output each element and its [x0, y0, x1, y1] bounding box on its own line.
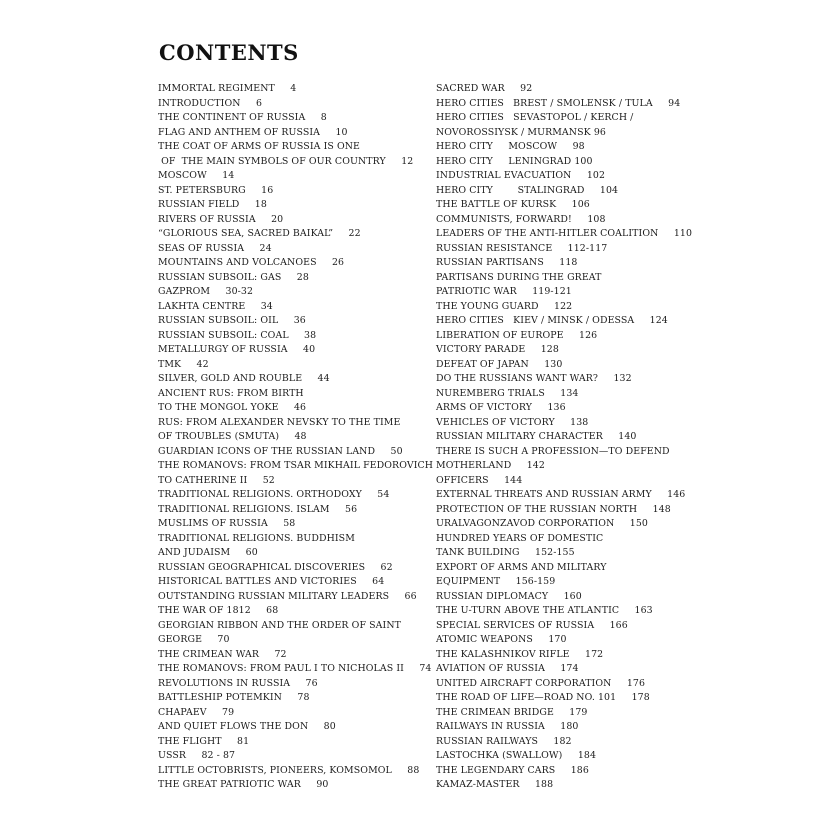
toc-entry: LEADERS OF THE ANTI-HITLER COALITION 110 — [436, 228, 693, 239]
toc-entry: GEORGIAN RIBBON AND THE ORDER OF SAINT — [158, 619, 401, 631]
toc-entry: RUSSIAN DIPLOMACY 160 — [436, 590, 582, 602]
toc-entry: UNITED AIRCRAFT CORPORATION 176 — [436, 677, 646, 689]
toc-entry: PATRIOTIC WAR 119-121 — [436, 286, 572, 297]
toc-entry: GAZPROM 30-32 — [158, 286, 254, 297]
toc-entry: THERE IS SUCH A PROFESSION—TO DEFEND — [436, 445, 670, 457]
toc-entry: HERO CITY STALINGRAD 104 — [436, 184, 619, 196]
toc-entry: GEORGE 70 — [158, 634, 230, 645]
toc-entry: COMMUNISTS, FORWARD! 108 — [436, 213, 606, 225]
toc-entry: MOTHERLAND 142 — [436, 460, 545, 471]
toc-entry: IMMORTAL REGIMENT 4 — [158, 83, 297, 94]
toc-entry: AND JUDAISM 60 — [158, 547, 258, 558]
toc-entry: RUSSIAN MILITARY CHARACTER 140 — [436, 431, 637, 442]
toc-entry: TO CATHERINE II 52 — [158, 474, 275, 486]
toc-entry: RUSSIAN FIELD 18 — [158, 199, 267, 210]
toc-entry: BATTLESHIP POTEMKIN 78 — [158, 692, 310, 703]
toc-entry: THE CRIMEAN BRIDGE 179 — [436, 706, 588, 718]
toc-entry: AVIATION OF RUSSIA 174 — [436, 663, 579, 674]
toc-entry: THE GREAT PATRIOTIC WAR 90 — [158, 779, 329, 790]
toc-entry: “GLORIOUS SEA, SACRED BAIKAL” 22 — [158, 228, 361, 239]
toc-entry: HERO CITIES KIEV / MINSK / ODESSA 124 — [436, 315, 668, 326]
toc-entry: VEHICLES OF VICTORY 138 — [436, 416, 589, 428]
toc-entry: RUSSIAN SUBSOIL: OIL 36 — [158, 315, 306, 326]
toc-entry: TRADITIONAL RELIGIONS. ISLAM 56 — [158, 503, 358, 515]
toc-entry: HISTORICAL BATTLES AND VICTORIES 64 — [158, 576, 385, 587]
page-title: CONTENTS — [159, 40, 299, 65]
toc-entry: URALVAGONZAVOD CORPORATION 150 — [436, 518, 648, 529]
toc-entry: METALLURGY OF RUSSIA 40 — [158, 344, 316, 355]
toc-entry: RAILWAYS IN RUSSIA 180 — [436, 721, 579, 732]
toc-entry: THE CONTINENT OF RUSSIA 8 — [158, 112, 327, 123]
toc-entry: NUREMBERG TRIALS 134 — [436, 387, 579, 399]
toc-entry: TRADITIONAL RELIGIONS. BUDDHISM — [158, 532, 355, 544]
toc-entry: OF THE MAIN SYMBOLS OF OUR COUNTRY 12 — [158, 155, 414, 167]
toc-entry: THE YOUNG GUARD 122 — [436, 300, 573, 312]
toc-entry: ATOMIC WEAPONS 170 — [436, 634, 567, 645]
toc-entry: THE COAT OF ARMS OF RUSSIA IS ONE — [158, 141, 361, 152]
toc-entry: TANK BUILDING 152-155 — [436, 547, 575, 558]
toc-entry: TRADITIONAL RELIGIONS. ORTHODOXY 54 — [158, 489, 390, 500]
toc-entry: MOSCOW 14 — [158, 170, 235, 181]
toc-entry: RUS: FROM ALEXANDER NEVSKY TO THE TIME — [158, 416, 401, 428]
toc-entry: OUTSTANDING RUSSIAN MILITARY LEADERS 66 — [158, 590, 417, 602]
toc-entry: THE BATTLE OF KURSK 106 — [436, 199, 590, 210]
toc-entry: RUSSIAN RESISTANCE 112-117 — [436, 242, 608, 254]
toc-entry: EXPORT OF ARMS AND MILITARY — [436, 561, 607, 573]
toc-entry: THE ROMANOVS: FROM PAUL I TO NICHOLAS II 74 — [158, 663, 432, 674]
toc-entry: THE FLIGHT 81 — [158, 735, 250, 747]
toc-entry: PARTISANS DURING THE GREAT — [436, 271, 602, 283]
toc-entry: THE U-TURN ABOVE THE ATLANTIC 163 — [436, 605, 653, 616]
toc-entry: PROTECTION OF THE RUSSIAN NORTH 148 — [436, 503, 671, 515]
toc-entry: LITTLE OCTOBRISTS, PIONEERS, KOMSOMOL 88 — [158, 764, 420, 776]
toc-entry: INDUSTRIAL EVACUATION 102 — [436, 170, 606, 181]
toc-entry: VICTORY PARADE 128 — [436, 344, 559, 355]
toc-entry: MOUNTAINS AND VOLCANOES 26 — [158, 257, 345, 268]
toc-entry: TO THE MONGOL YOKE 46 — [158, 402, 307, 413]
toc-entry: GUARDIAN ICONS OF THE RUSSIAN LAND 50 — [158, 445, 403, 457]
toc-entry: THE CRIMEAN WAR 72 — [158, 648, 287, 660]
toc-entry: DEFEAT OF JAPAN 130 — [436, 358, 563, 370]
toc-entry: OF TROUBLES (SMUTA) 48 — [158, 431, 307, 442]
toc-entry: MUSLIMS OF RUSSIA 58 — [158, 518, 296, 529]
toc-entry: DO THE RUSSIANS WANT WAR? 132 — [436, 373, 632, 384]
toc-entry: THE ROAD OF LIFE—ROAD NO. 101 178 — [436, 692, 650, 703]
toc-entry: EXTERNAL THREATS AND RUSSIAN ARMY 146 — [436, 489, 686, 500]
toc-entry: REVOLUTIONS IN RUSSIA 76 — [158, 677, 318, 689]
toc-entry: RUSSIAN SUBSOIL: GAS 28 — [158, 271, 309, 283]
toc-entry: HUNDRED YEARS OF DOMESTIC — [436, 532, 604, 544]
toc-entry: USSR 82 - 87 — [158, 750, 236, 761]
toc-entry: ARMS OF VICTORY 136 — [436, 402, 566, 413]
toc-entry: THE LEGENDARY CARS 186 — [436, 764, 589, 776]
toc-entry: OFFICERS 144 — [436, 474, 523, 486]
toc-entry: LASTOCHKA (SWALLOW) 184 — [436, 750, 597, 761]
toc-entry: ANCIENT RUS: FROM BIRTH — [158, 387, 304, 399]
toc-entry: SACRED WAR 92 — [436, 83, 533, 94]
toc-entry: FLAG AND ANTHEM OF RUSSIA 10 — [158, 126, 348, 138]
toc-entry: CHAPAEV 79 — [158, 706, 235, 718]
contents-right-column — [436, 82, 736, 793]
toc-entry: TMK 42 — [158, 358, 209, 370]
toc-entry: RUSSIAN GEOGRAPHICAL DISCOVERIES 62 — [158, 561, 393, 573]
toc-entry: INTRODUCTION 6 — [158, 97, 263, 109]
toc-entry: SILVER, GOLD AND ROUBLE 44 — [158, 373, 330, 384]
toc-entry: HERO CITY MOSCOW 98 — [436, 141, 585, 152]
toc-entry: ST. PETERSBURG 16 — [158, 184, 274, 196]
toc-entry: SEAS OF RUSSIA 24 — [158, 242, 272, 254]
toc-entry: AND QUIET FLOWS THE DON 80 — [158, 721, 336, 732]
toc-entry: RIVERS OF RUSSIA 20 — [158, 213, 284, 225]
toc-entry: SPECIAL SERVICES OF RUSSIA 166 — [436, 619, 628, 631]
toc-entry: HERO CITIES BREST / SMOLENSK / TULA 94 — [436, 97, 681, 109]
toc-entry: KAMAZ-MASTER 188 — [436, 779, 554, 790]
toc-entry: RUSSIAN RAILWAYS 182 — [436, 735, 572, 747]
toc-entry: LIBERATION OF EUROPE 126 — [436, 329, 598, 341]
toc-entry: THE KALASHNIKOV RIFLE 172 — [436, 648, 604, 660]
toc-entry: RUSSIAN SUBSOIL: COAL 38 — [158, 329, 317, 341]
toc-entry: HERO CITIES SEVASTOPOL / KERCH / — [436, 112, 634, 123]
toc-entry: EQUIPMENT 156-159 — [436, 576, 556, 587]
toc-entry: LAKHTA CENTRE 34 — [158, 300, 273, 312]
toc-entry: THE ROMANOVS: FROM TSAR MIKHAIL FEDOROVICH — [158, 460, 434, 471]
toc-entry: THE WAR OF 1812 68 — [158, 605, 279, 616]
toc-entry: HERO CITY LENINGRAD 100 — [436, 155, 593, 167]
toc-entry: NOVOROSSIYSK / MURMANSK 96 — [436, 126, 606, 138]
toc-entry: RUSSIAN PARTISANS 118 — [436, 257, 578, 268]
contents-left-column — [158, 82, 434, 793]
